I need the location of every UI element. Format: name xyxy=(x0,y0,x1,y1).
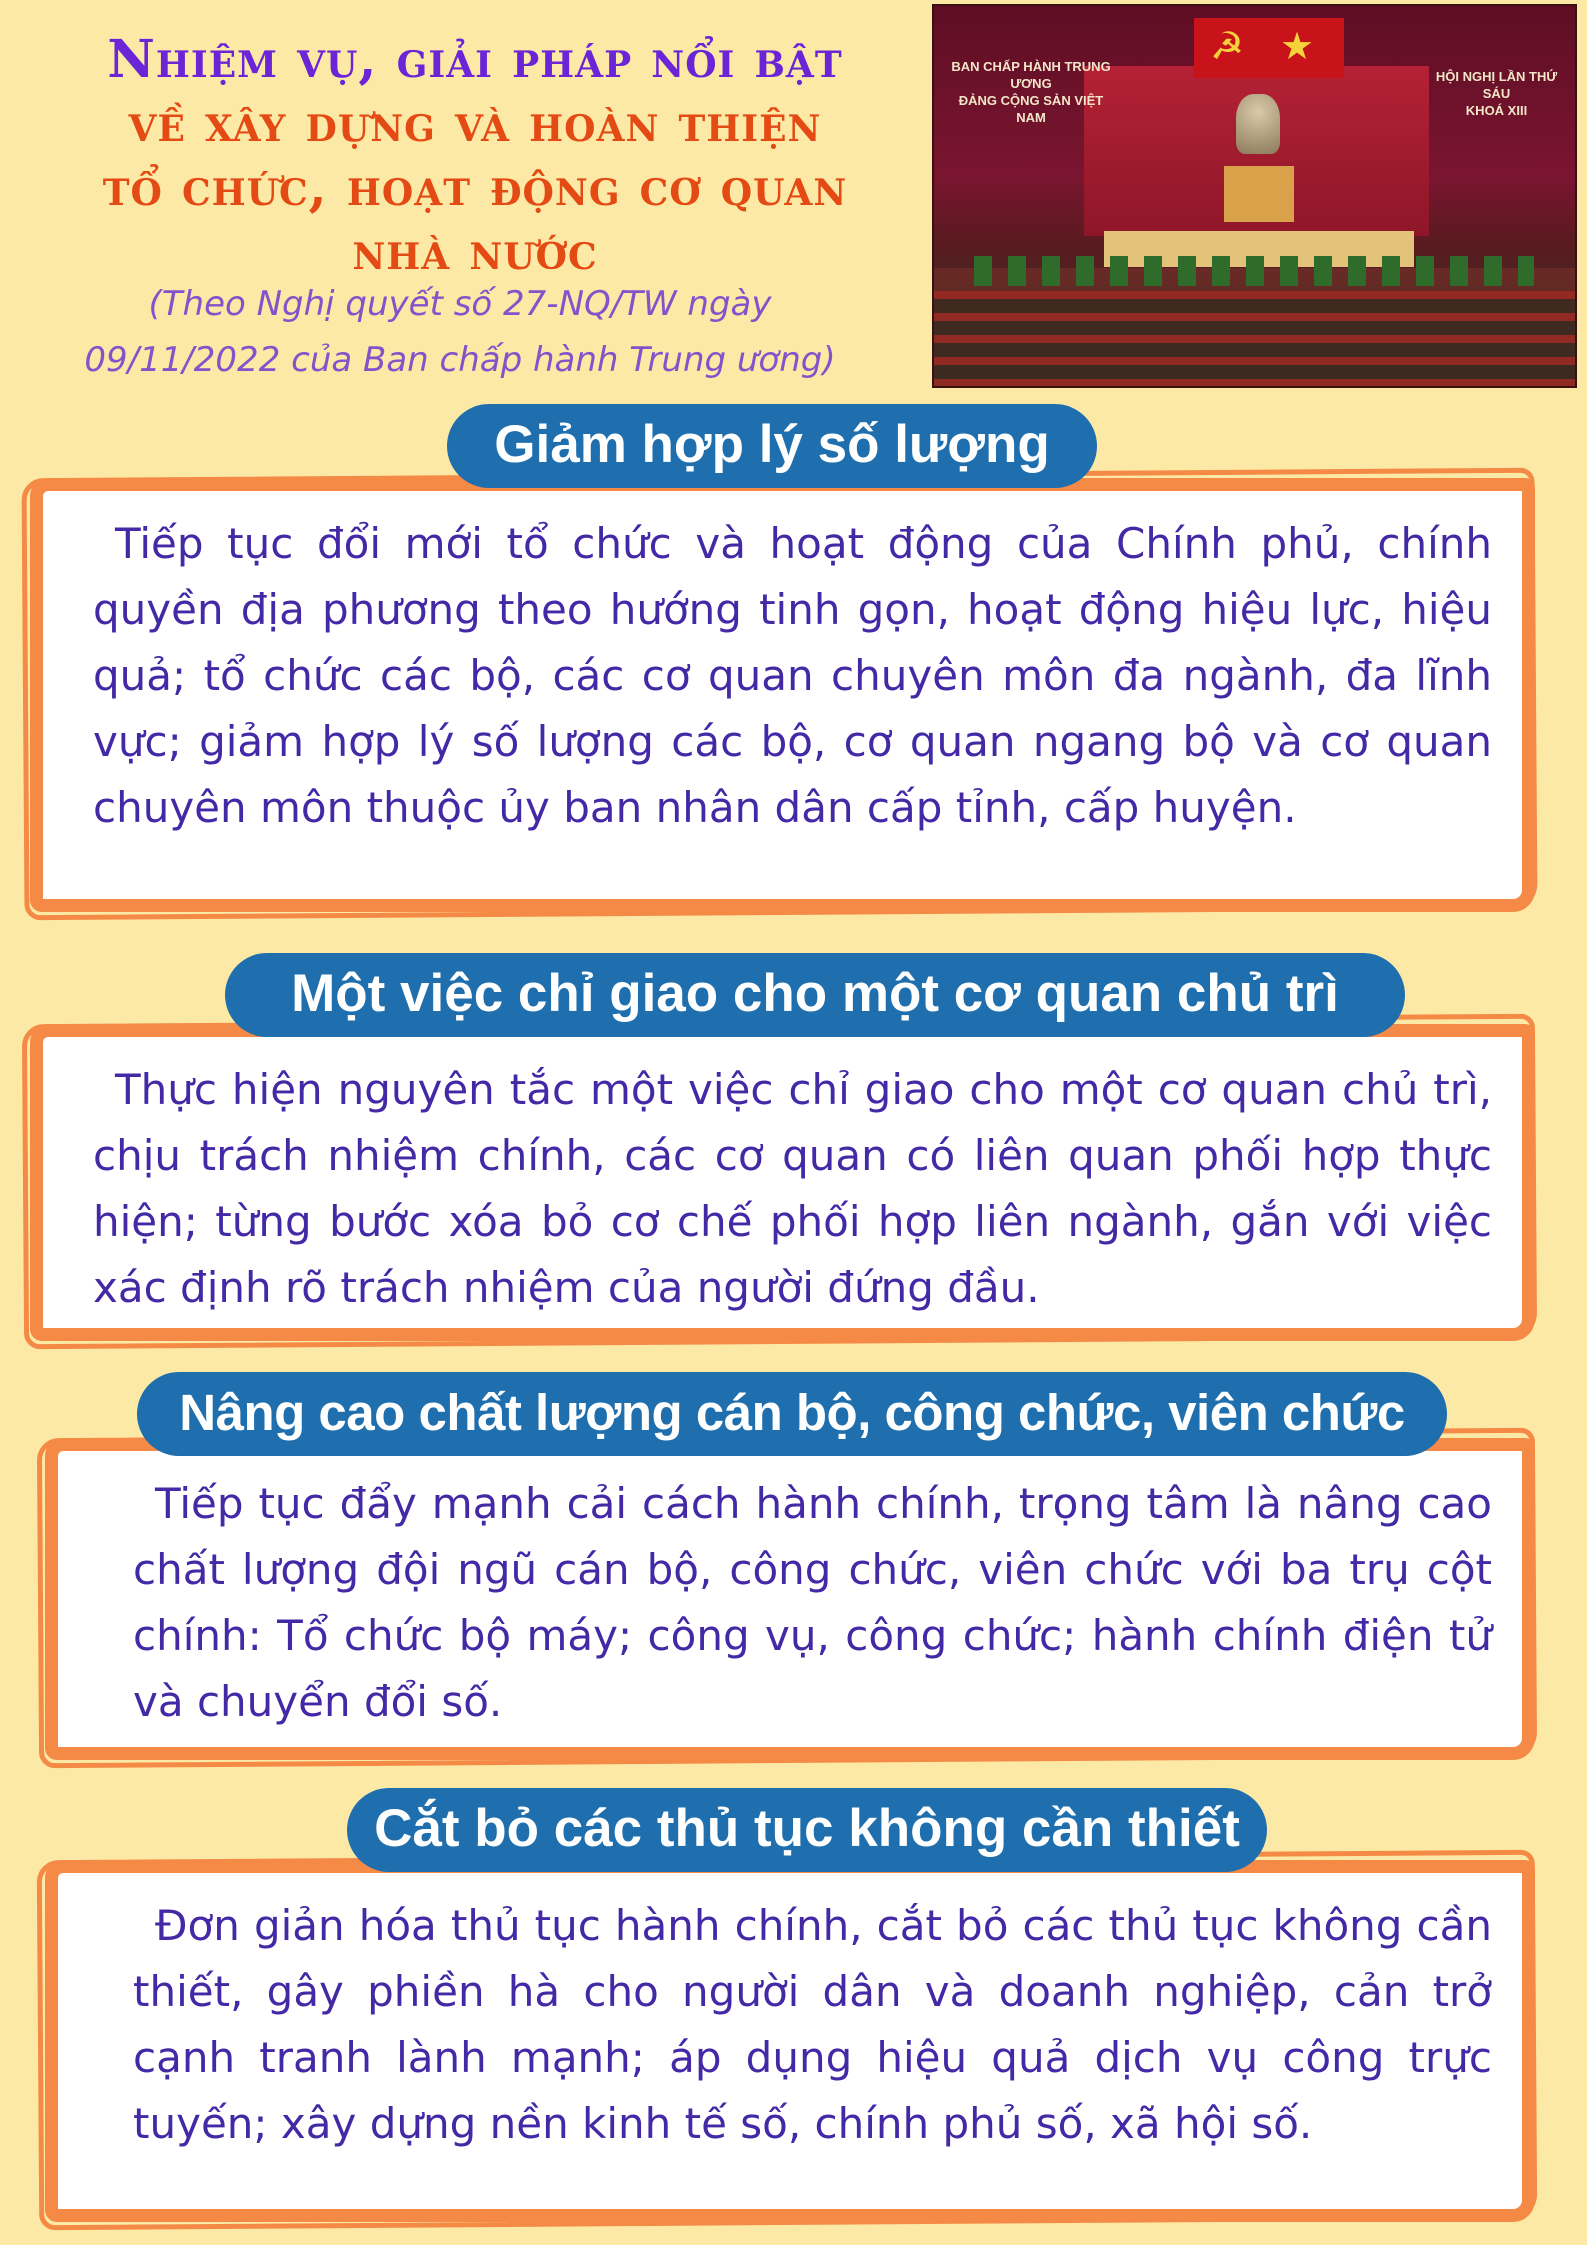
hammer-sickle-icon: ☭ xyxy=(1210,24,1245,68)
section-box-1 xyxy=(30,478,1535,912)
section-body-2: Thực hiện nguyên tắc một việc chỉ giao cho một cơ quan chủ trì, chịu trách nhiệm chính, các cơ quan có liên quan phối hợp thực hiện; từng bước xóa bỏ cơ chế phối hợp liên ngành, gắn với việc xác định rõ trách nhiệm của người đứng đầu. xyxy=(93,1065,1492,1312)
party-flag xyxy=(1194,18,1344,78)
title-line-3: tổ chức, hoạt động cơ quan xyxy=(102,157,848,218)
section-body-4: Đơn giản hóa thủ tục hành chính, cắt bỏ các thủ tục không cần thiết, gây phiền hà cho người dân và doanh nghiệp, cản trở cạnh tranh lành mạnh; áp dụng hiệu quả dịch vụ công trực tuyến; xây dựng nền kinh tế số, chính phủ số, xã hội số. xyxy=(133,1901,1492,2148)
podium xyxy=(1224,166,1294,222)
seating-rows xyxy=(934,291,1577,388)
conference-photo xyxy=(932,4,1577,388)
section-box-3 xyxy=(45,1438,1535,1760)
page-subtitle xyxy=(30,276,890,388)
banner-left-line-1: BAN CHẤP HÀNH TRUNG ƯƠNG xyxy=(951,59,1111,91)
title-line-2: về xây dựng và hoàn thiện xyxy=(128,93,822,154)
page-title xyxy=(30,28,920,284)
subtitle-line-2: 09/11/2022 của Ban chấp hành Trung ương) xyxy=(84,340,836,380)
section-box-2 xyxy=(30,1024,1535,1341)
banner-right-line-1: HỘI NGHỊ LẦN THỨ SÁU xyxy=(1435,69,1558,101)
title-line-1: Nhiệm vụ, giải pháp nổi bật xyxy=(107,29,843,90)
section-box-4 xyxy=(45,1860,1535,2222)
banner-right-line-2: KHOÁ XIII xyxy=(1465,103,1528,118)
star-icon: ★ xyxy=(1280,24,1315,68)
section-heading-4: Cắt bỏ các thủ tục không cần thiết xyxy=(347,1788,1267,1872)
banner-left-text xyxy=(946,58,1116,126)
banner-right-text xyxy=(1424,68,1569,119)
section-heading-3: Nâng cao chất lượng cán bộ, công chức, viên chức xyxy=(137,1372,1447,1456)
section-body-3: Tiếp tục đẩy mạnh cải cách hành chính, trọng tâm là nâng cao chất lượng đội ngũ cán bộ, công chức, viên chức với ba trụ cột chính: Tổ chức bộ máy; công vụ, công chức; hành chính điện tử và chuyển đổi số. xyxy=(133,1479,1492,1726)
flower-row xyxy=(974,256,1534,286)
subtitle-line-1: (Theo Nghị quyết số 27-NQ/TW ngày xyxy=(148,284,772,324)
section-body-1: Tiếp tục đổi mới tổ chức và hoạt động của Chính phủ, chính quyền địa phương theo hướng tinh gọn, hoạt động hiệu lực, hiệu quả; tổ chức các bộ, các cơ quan chuyên môn đa ngành, đa lĩnh vực; giảm hợp lý số lượng các bộ, cơ quan ngang bộ và cơ quan chuyên môn thuộc ủy ban nhân dân cấp tỉnh, cấp huyện. xyxy=(93,519,1492,832)
statue-bust xyxy=(1236,94,1280,154)
section-heading-1: Giảm hợp lý số lượng xyxy=(447,404,1097,488)
banner-left-line-2: ĐẢNG CỘNG SẢN VIỆT NAM xyxy=(958,93,1104,125)
title-line-4: nhà nước xyxy=(352,221,598,282)
section-heading-2: Một việc chỉ giao cho một cơ quan chủ trì xyxy=(225,953,1405,1037)
